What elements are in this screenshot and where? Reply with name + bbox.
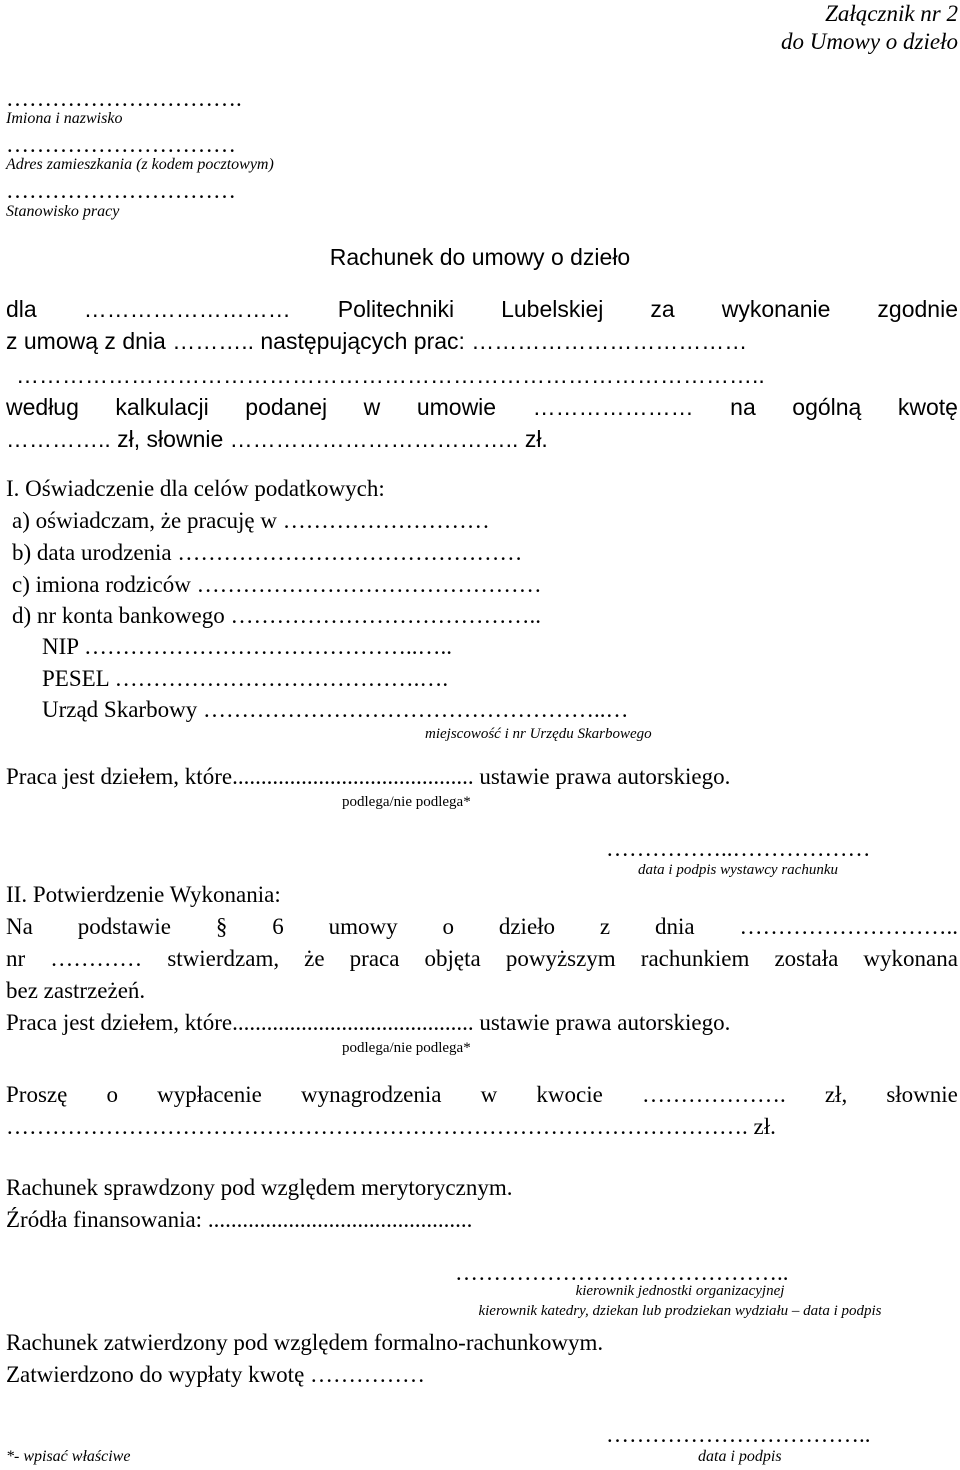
intro-line-4: według kalkulacji podanej w umowie ………………… na ogólną kwotę	[6, 394, 958, 420]
unit-head-label: kierownik jednostki organizacyjnej	[575, 1283, 785, 1299]
issuer-signature-field[interactable]: ……………..………………	[606, 836, 871, 861]
confirmation-line-3: bez zastrzeżeń.	[6, 978, 146, 1003]
confirmation-line-1: Na podstawie § 6 umowy o dzieło z dnia ………………………..	[6, 914, 958, 939]
payment-amount-words-field[interactable]: ……………………………………………………………………………………. zł.	[6, 1114, 776, 1139]
address-label: Adres zamieszkania (z kodem pocztowym)	[6, 156, 274, 173]
bank-account-field[interactable]: d) nr konta bankowego …………………………………..	[12, 603, 541, 628]
intro-line-3[interactable]: ……………………………………………………………………………………..	[16, 362, 765, 388]
confirmation-line-2: nr ………… stwierdzam, że praca objęta powyższym rachunkiem została wykonana	[6, 946, 958, 971]
copyright-statement-2[interactable]: Praca jest dziełem, które.......................................... ustawie prawa autorskiego.	[6, 1010, 731, 1035]
attachment-label: Załącznik nr 2	[825, 1, 958, 26]
payment-amount-field[interactable]: ……………….	[641, 1082, 786, 1107]
nip-field[interactable]: NIP ……………………………………..…..	[42, 634, 452, 659]
client-unit-field[interactable]: ………………………	[83, 296, 291, 322]
payment-request-line-1: Proszę o wypłacenie wynagrodzenia w kwocie ………………. zł, słownie	[6, 1082, 958, 1107]
intro-line-2[interactable]: z umową z dnia ……….. następujących prac: ………………………………	[6, 328, 748, 354]
unit-head-signature-field[interactable]: ……………………………………..	[455, 1260, 789, 1285]
address-field[interactable]: …………………………	[6, 132, 236, 157]
birth-date-field[interactable]: b) data urodzenia ………………………………………	[12, 540, 523, 565]
approval-signature-field[interactable]: ……………………………..	[606, 1422, 871, 1447]
name-label: Imiona i nazwisko	[6, 110, 123, 127]
tax-office-field[interactable]: Urząd Skarbowy ……………………………………………..…	[42, 697, 629, 722]
intro-line-1: dla ……………………… Politechniki Lubelskiej za wykonanie zgodnie	[6, 296, 958, 322]
unit-head-label-detail: kierownik katedry, dziekan lub prodziekan wydziału – data i podpis	[478, 1303, 882, 1319]
contract-number-field[interactable]: …………	[50, 946, 143, 971]
section-2-heading: II. Potwierdzenie Wykonania:	[6, 882, 281, 907]
merit-check-statement: Rachunek sprawdzony pod względem merytorycznym.	[6, 1175, 513, 1200]
formal-approval-statement: Rachunek zatwierdzony pod względem formalno-rachunkowym.	[6, 1330, 604, 1355]
parents-names-field[interactable]: c) imiona rodziców ………………………………………	[12, 572, 542, 597]
copyright-option-label-1: podlega/nie podlega*	[342, 794, 471, 810]
approved-amount-field[interactable]: Zatwierdzono do wypłaty kwotę ……………	[6, 1362, 426, 1387]
contract-reference: do Umowy o dzieło	[781, 29, 958, 54]
employer-field[interactable]: a) oświadczam, że pracuję w ………………………	[12, 508, 490, 533]
document-title: Rachunek do umowy o dzieło	[329, 244, 631, 270]
copyright-statement-1[interactable]: Praca jest dziełem, które.......................................... ustawie prawa autorskiego.	[6, 764, 731, 789]
tax-office-label: miejscowość i nr Urzędu Skarbowego	[425, 726, 652, 742]
position-label: Stanowisko pracy	[6, 203, 120, 220]
issuer-signature-label: data i podpis wystawcy rachunku	[638, 862, 838, 878]
intro-line-5[interactable]: ………….. zł, słownie ……………………………….. zł.	[6, 426, 548, 452]
contract-date-field[interactable]: ………………………..	[739, 914, 958, 939]
name-field[interactable]: ………………………….	[6, 86, 242, 111]
pesel-field[interactable]: PESEL ………………………………….….	[42, 666, 449, 691]
copyright-option-label-2: podlega/nie podlega*	[342, 1040, 471, 1056]
funding-source-field[interactable]: Źródła finansowania: ..............................................	[6, 1207, 473, 1232]
footnote: *- wpisać właściwe	[6, 1448, 131, 1465]
calculation-field[interactable]: …………………	[532, 394, 694, 420]
position-field[interactable]: …………………………	[6, 178, 236, 203]
approval-signature-label: data i podpis	[698, 1448, 782, 1465]
section-1-heading: I. Oświadczenie dla celów podatkowych:	[6, 476, 385, 501]
